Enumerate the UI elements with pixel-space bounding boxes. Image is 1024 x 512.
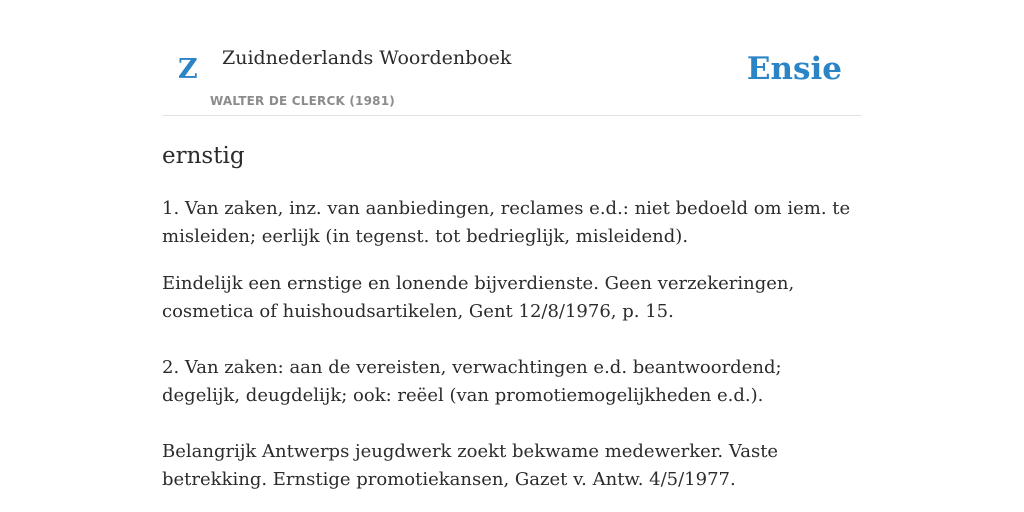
page: [162, 0, 862, 494]
dictionary-author: WALTER DE CLERCK (1981): [210, 94, 395, 108]
dictionary-title[interactable]: Zuidnederlands Woordenboek: [222, 47, 512, 69]
sense-1-definition: 1. Van zaken, inz. van aanbiedingen, reclames e.d.: niet bedoeld om iem. te misleiden; eerlijk (in tegenst. tot bedrieglijk, misleidend).: [162, 198, 851, 247]
dictionary-logo[interactable]: Z: [178, 54, 198, 85]
dictionary-header: [162, 0, 862, 116]
sense-1-example: Eindelijk een ernstige en lonende bijverdienste. Geen verzekeringen, cosmetica of huishoudsartikelen, Gent 12/8/1976, p. 15.: [162, 273, 795, 322]
sense-2-example: Belangrijk Antwerps jeugdwerk zoekt bekwame medewerker. Vaste betrekking. Ernstige promotiekansen, Gazet v. Antw. 4/5/1977.: [162, 441, 779, 490]
ensie-logo[interactable]: Ensie: [746, 51, 842, 87]
headword: ernstig: [162, 143, 245, 169]
sense-2-definition: 2. Van zaken: aan de vereisten, verwachtingen e.d. beantwoordend; degelijk, deugdelijk; ook: reëel (van promotiemogelijkheden e.d.).: [162, 357, 782, 406]
